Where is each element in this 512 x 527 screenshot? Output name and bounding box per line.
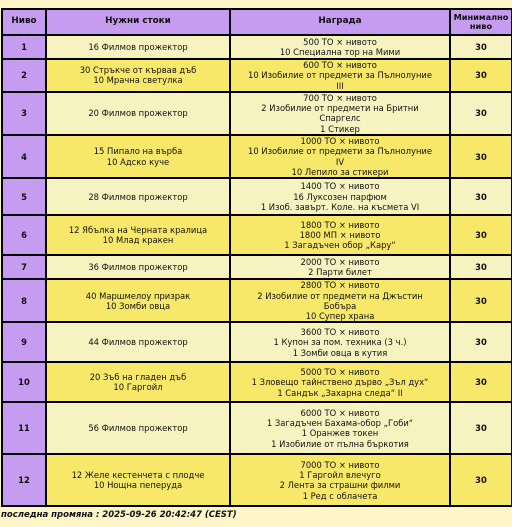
reward-cell [230, 35, 450, 59]
required-goods-cell [46, 135, 230, 178]
reward-cell-line: 3600 ТО × нивото [300, 327, 380, 337]
header-required-goods: Нужни стоки [46, 9, 230, 35]
minimum-level-cell: 30 [450, 454, 512, 506]
reward-cell-line: 2 Изобилие от предмети на Джъстин [257, 290, 423, 301]
level-cell: 10 [2, 362, 46, 402]
level-cell: 1 [2, 35, 46, 59]
reward-cell-line: 1 Изоб. завърт. Коле. на късмета VI [260, 201, 420, 212]
required-goods-cell-line: 44 Филмов прожектор [88, 337, 188, 348]
required-goods-cell-line: 15 Пипало на върба [93, 146, 183, 157]
reward-cell-line: 10 Специална тор на Мими [279, 47, 401, 57]
reward-cell-line: 1 Зловещо тайнствено дърво „Зъл дух“ [251, 377, 429, 388]
minimum-level-cell: 30 [450, 92, 512, 135]
required-goods-cell [46, 454, 230, 506]
reward-cell-line: 1000 ТО × нивото [300, 136, 380, 147]
table-row [2, 322, 512, 362]
table-row [2, 255, 512, 279]
header-minimum-line: ниво [469, 21, 493, 31]
table-header-row [2, 9, 512, 35]
required-goods-cell-line: 20 Филмов прожектор [88, 108, 188, 119]
reward-cell-line: 6000 ТО × нивото [300, 407, 380, 418]
reward-cell-line: 600 ТО × нивото [303, 60, 377, 70]
required-goods-cell [46, 255, 230, 279]
table-row [2, 59, 512, 92]
reward-cell-line: 1800 МП × нивото [299, 230, 381, 241]
reward-cell-line: 10 Изобилие от предмети за Пълнолуние [247, 146, 433, 157]
reward-cell-line: 16 Луксозен парфюм [293, 191, 387, 202]
reward-cell [230, 215, 450, 255]
minimum-level-cell: 30 [450, 135, 512, 178]
reward-cell-line: 7000 ТО × нивото [300, 459, 380, 470]
table-row [2, 215, 512, 255]
required-goods-cell [46, 59, 230, 92]
table-row [2, 454, 512, 506]
minimum-level-cell: 30 [450, 279, 512, 322]
required-goods-cell [46, 92, 230, 135]
minimum-level-cell: 30 [450, 255, 512, 279]
required-goods-cell-line: 10 Адско куче [106, 156, 170, 167]
level-cell: 9 [2, 322, 46, 362]
table-row [2, 402, 512, 454]
required-goods-cell-line: 20 Зъб на гладен дъб [89, 372, 187, 383]
level-cell: 11 [2, 402, 46, 454]
reward-cell-line: 500 ТО × нивото [303, 36, 377, 47]
required-goods-cell-line: 40 Маршмелоу призрак [85, 290, 191, 301]
reward-cell [230, 454, 450, 506]
level-cell: 6 [2, 215, 46, 255]
table-body [2, 35, 512, 506]
reward-cell-line: Спаргелс [319, 113, 361, 124]
reward-cell-line: 1 Зомби овца в кутия [292, 347, 388, 358]
reward-cell-line: 1 Купон за пом. техника (3 ч.) [273, 337, 407, 348]
reward-cell-line: 1 Стикер [320, 123, 360, 134]
required-goods-cell [46, 35, 230, 59]
reward-cell-line: 1 Ред с облачета [302, 490, 378, 501]
required-goods-cell-line: 10 Мрачна светулка [93, 75, 183, 86]
level-cell: 8 [2, 279, 46, 322]
minimum-level-cell: 30 [450, 322, 512, 362]
required-goods-cell-line: 10 Млад кракен [102, 235, 174, 246]
reward-cell [230, 279, 450, 322]
last-modified-note: последна промяна : 2025-09-26 20:42:47 (CEST) [1, 510, 237, 521]
reward-cell-line: Бобъра [323, 300, 357, 311]
minimum-level-cell: 30 [450, 402, 512, 454]
required-goods-cell [46, 402, 230, 454]
reward-cell-line: 2000 ТО × нивото [300, 256, 380, 267]
table-row [2, 92, 512, 135]
required-goods-cell [46, 215, 230, 255]
reward-cell [230, 135, 450, 178]
required-goods-cell-line: 12 Ябълка на Черната кралица [68, 224, 208, 235]
header-reward: Награда [230, 9, 450, 35]
table-row [2, 178, 512, 215]
level-cell: 4 [2, 135, 46, 178]
reward-cell [230, 92, 450, 135]
table-row [2, 279, 512, 322]
reward-cell-line: 5000 ТО × нивото [300, 367, 380, 377]
reward-cell-line: III [336, 80, 344, 91]
reward-cell-line: 10 Изобилие от предмети за Пълнолуние [247, 70, 433, 81]
reward-cell-line: 1 Гаргойл влечуго [299, 470, 381, 481]
reward-cell-line: IV [335, 156, 345, 167]
reward-cell-line: 700 ТО × нивото [303, 92, 377, 103]
reward-cell-line: 2 Парти билет [308, 267, 372, 278]
reward-cell-line: 2 Лента за страшни филми [279, 480, 401, 491]
minimum-level-cell: 30 [450, 178, 512, 215]
minimum-level-cell: 30 [450, 362, 512, 402]
reward-cell [230, 255, 450, 279]
level-cell: 2 [2, 59, 46, 92]
level-cell: 7 [2, 255, 46, 279]
header-level: Ниво [2, 9, 46, 35]
required-goods-cell-line: 10 Нощна пеперуда [93, 480, 183, 491]
table-row [2, 362, 512, 402]
reward-cell-line: 1800 ТО × нивото [300, 219, 380, 230]
reward-cell-line: 1400 ТО × нивото [300, 181, 380, 192]
required-goods-cell-line: 10 Гаргойл [113, 382, 163, 393]
table-row [2, 35, 512, 59]
required-goods-cell-line: 30 Стръкче от кървав дъб [79, 65, 197, 76]
reward-cell [230, 178, 450, 215]
reward-cell-line: 1 Оранжев токен [301, 428, 379, 439]
required-goods-cell-line: 56 Филмов прожектор [88, 423, 188, 434]
required-goods-cell [46, 178, 230, 215]
table-row [2, 135, 512, 178]
required-goods-cell-line: 16 Филмов прожектор [88, 41, 188, 52]
reward-cell-line: 1 Загадъчен Бахама-обор „Гоби“ [266, 418, 414, 429]
reward-cell [230, 362, 450, 402]
minimum-level-cell: 30 [450, 59, 512, 92]
reward-cell-line: 1 Сандък „Захарна следа“ II [277, 387, 403, 398]
reward-cell [230, 322, 450, 362]
header-minimum-line: Минимално [453, 11, 509, 22]
required-goods-cell-line: 28 Филмов прожектор [88, 191, 188, 202]
level-cell: 3 [2, 92, 46, 135]
required-goods-cell-line: 10 Зомби овца [105, 300, 171, 311]
reward-cell-line: 10 Лепило за стикери [291, 166, 389, 177]
level-cell: 5 [2, 178, 46, 215]
required-goods-cell [46, 322, 230, 362]
minimum-level-cell: 30 [450, 35, 512, 59]
reward-levels-table [1, 8, 512, 507]
reward-cell-line: 2800 ТО × нивото [300, 280, 380, 291]
minimum-level-cell: 30 [450, 215, 512, 255]
reward-cell-line: 1 Загадъчен обор „Кару“ [284, 240, 396, 251]
reward-cell [230, 402, 450, 454]
reward-cell [230, 59, 450, 92]
level-cell: 12 [2, 454, 46, 506]
required-goods-cell-line: 36 Филмов прожектор [88, 262, 188, 273]
reward-cell-line: 1 Изобилие от пълна бъркотия [271, 438, 409, 449]
reward-cell-line: 2 Изобилие от предмети на Бритни [261, 103, 419, 114]
header-minimum-level [450, 9, 512, 35]
required-goods-cell [46, 279, 230, 322]
reward-cell-line: 10 Супер храна [305, 311, 375, 322]
required-goods-cell-line: 12 Желе кестенчета с плодче [71, 470, 205, 481]
required-goods-cell [46, 362, 230, 402]
